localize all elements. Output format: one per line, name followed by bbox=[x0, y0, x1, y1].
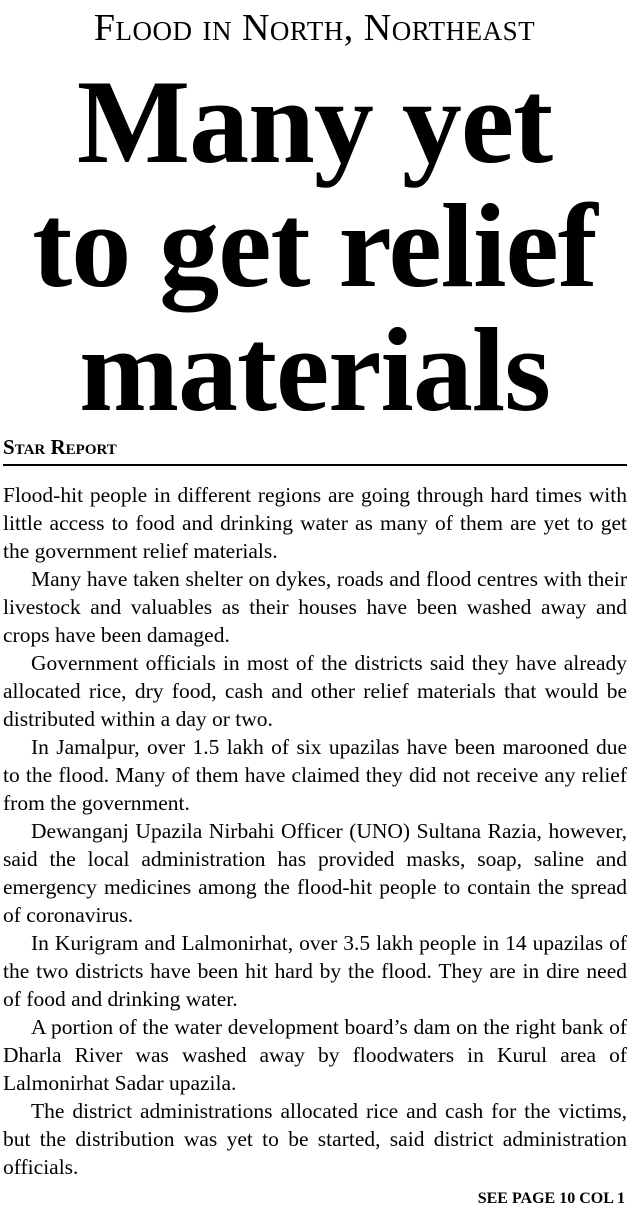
article-body bbox=[3, 481, 627, 1181]
byline: Star Report bbox=[3, 435, 117, 459]
paragraph: Dewanganj Upazila Nirbahi Officer (UNO) Sultana Razia, however, said the local administration has provided masks, soap, saline and emergency medicines among the flood-hit people to contain the spread of coronavirus. bbox=[3, 819, 627, 927]
continuation-link[interactable]: SEE PAGE 10 COL 1 bbox=[477, 1190, 625, 1207]
kicker: Flood in North, Northeast bbox=[93, 7, 536, 49]
paragraph: Flood-hit people in different regions are going through hard times with little access to food and drinking water as many of them are yet to get the government relief materials. bbox=[3, 483, 627, 563]
paragraph: A portion of the water development board’s dam on the right bank of Dharla River was washed away by floodwaters in Kurul area of Lalmonirhat Sadar upazila. bbox=[3, 1015, 627, 1095]
headline-line-3: materials bbox=[79, 303, 550, 436]
paragraph: The district administrations allocated rice and cash for the victims, but the distribution was yet to be started, said district administration officials. bbox=[3, 1099, 627, 1179]
divider bbox=[3, 464, 627, 466]
paragraph: In Kurigram and Lalmonirhat, over 3.5 lakh people in 14 upazilas of the two districts have been hit hard by the flood. They are in dire need of food and drinking water. bbox=[3, 931, 627, 1011]
headline-line-1: Many yet bbox=[76, 55, 553, 188]
paragraph: Many have taken shelter on dykes, roads and flood centres with their livestock and valuables as their houses have been washed away and crops have been damaged. bbox=[3, 567, 627, 647]
paragraph: In Jamalpur, over 1.5 lakh of six upazilas have been marooned due to the flood. Many of them have claimed they did not receive any relief from the government. bbox=[3, 735, 627, 815]
paragraph: Government officials in most of the districts said they have already allocated rice, dry food, cash and other relief materials that would be distributed within a day or two. bbox=[3, 651, 627, 731]
headline bbox=[0, 55, 629, 436]
headline-line-2: to get relief bbox=[32, 179, 597, 312]
